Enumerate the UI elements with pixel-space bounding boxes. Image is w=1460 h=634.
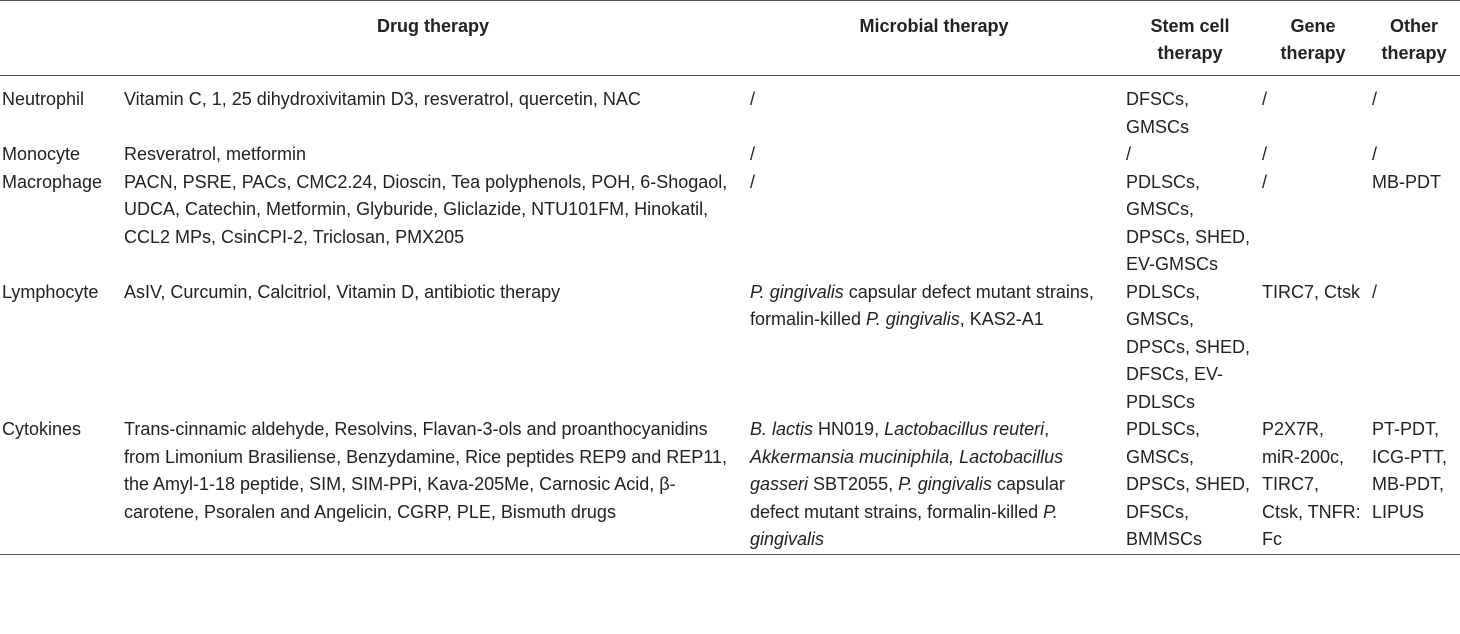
drug-therapy-cell: Vitamin C, 1, 25 dihydroxivitamin D3, resveratrol, quercetin, NAC — [124, 89, 641, 109]
stem-cell-therapy-cell: PDLSCs, GMSCs, DPSCs, SHED, DFSCs, BMMSCs — [1126, 419, 1251, 549]
italic-text-run: P. gingivalis — [750, 281, 844, 302]
text-run: capsular defect mutant strains, formalin-killed — [750, 474, 1065, 522]
drug-therapy-cell: Resveratrol, metformin — [124, 144, 307, 164]
microbial-therapy-cell — [746, 279, 1122, 417]
row-label: Macrophage — [2, 171, 103, 192]
stem-cell-therapy-cell: DFSCs, GMSCs — [1126, 89, 1189, 137]
row-label: Neutrophil — [2, 89, 85, 109]
drug-therapy-cell: PACN, PSRE, PACs, CMC2.24, Dioscin, Tea polyphenols, POH, 6-Shogaol, UDCA, Catechin, Metformin, Glyburide, Gliclazide, NTU101FM, Hinokatil, CCL2 MPs, CsinCPI-2, Triclosan, PMX205 — [124, 171, 728, 247]
other-therapy-cell: / — [1372, 89, 1378, 109]
text-run: SBT2055, — [808, 474, 899, 494]
microbial-therapy-cell: / — [750, 89, 756, 109]
row-label: Lymphocyte — [2, 281, 99, 302]
header-drug-therapy: Drug therapy — [376, 16, 490, 36]
other-therapy-cell: PT-PDT, ICG-PTT, MB-PDT, LIPUS — [1372, 419, 1447, 522]
stem-cell-therapy-cell: PDLSCs, GMSCs, DPSCs, SHED, EV-GMSCs — [1126, 171, 1251, 274]
italic-text-run: P. gingivalis — [750, 501, 1058, 549]
header-cell-type — [0, 1, 120, 76]
header-gene-therapy: Gene therapy — [1280, 16, 1346, 63]
drug-therapy-cell: Trans-cinnamic aldehyde, Resolvins, Flavan-3-ols and proanthocyanidins from Limonium Brasiliense, Benzydamine, Rice peptides REP9 and REP11, the Amyl-1-18 peptide, SIM, SIM-PPi, Kava-205Me, Carnosic Acid, β- carotene, Psoralen and Angelicin, CGRP, PLE, Bismuth drugs — [124, 419, 727, 522]
table-row-neutrophil — [0, 76, 1460, 142]
table-row-cytokines — [0, 416, 1460, 554]
row-label: Cytokines — [2, 419, 82, 439]
table-row-monocyte — [0, 141, 1460, 169]
header-microbial-therapy: Microbial therapy — [859, 16, 1009, 36]
header-row — [0, 1, 1460, 76]
italic-text-run: P. gingivalis — [898, 474, 992, 494]
gene-therapy-cell: / — [1262, 89, 1268, 109]
text-run: , KAS2-A1 — [959, 309, 1044, 329]
other-therapy-cell: / — [1372, 281, 1378, 302]
header-other-therapy: Other therapy — [1381, 16, 1447, 63]
table-row-lymphocyte — [0, 279, 1460, 417]
row-label: Monocyte — [2, 144, 81, 164]
other-therapy-cell: MB-PDT — [1372, 171, 1441, 192]
table-body — [0, 76, 1460, 555]
table-row-macrophage — [0, 169, 1460, 279]
gene-therapy-cell: / — [1262, 171, 1268, 192]
table-header — [0, 1, 1460, 76]
italic-text-run: Akkermansia muciniphila, Lactobacillus gasseri — [750, 446, 1064, 494]
text-run: capsular defect mutant strains, formalin-killed — [750, 281, 1094, 329]
gene-therapy-cell: TIRC7, Ctsk — [1262, 281, 1361, 302]
italic-text-run: P. gingivalis — [866, 309, 960, 329]
microbial-therapy-cell — [746, 416, 1122, 554]
header-stem-cell-therapy: Stem cell therapy — [1150, 16, 1230, 63]
microbial-therapy-cell: / — [750, 144, 756, 164]
text-run: , — [1044, 419, 1050, 439]
gene-therapy-cell: P2X7R, miR-200c, TIRC7, Ctsk, TNFR: Fc — [1262, 419, 1361, 549]
text-run: HN019, — [813, 419, 885, 439]
italic-text-run: Lactobacillus reuteri — [884, 419, 1045, 439]
other-therapy-cell: / — [1372, 144, 1378, 164]
microbial-therapy-cell: / — [750, 171, 756, 192]
stem-cell-therapy-cell: / — [1126, 144, 1132, 164]
stem-cell-therapy-cell: PDLSCs, GMSCs, DPSCs, SHED, DFSCs, EV-PDLSCs — [1126, 281, 1251, 412]
drug-therapy-cell: AsIV, Curcumin, Calcitriol, Vitamin D, antibiotic therapy — [124, 281, 561, 302]
gene-therapy-cell: / — [1262, 144, 1268, 164]
italic-text-run: B. lactis — [750, 419, 814, 439]
